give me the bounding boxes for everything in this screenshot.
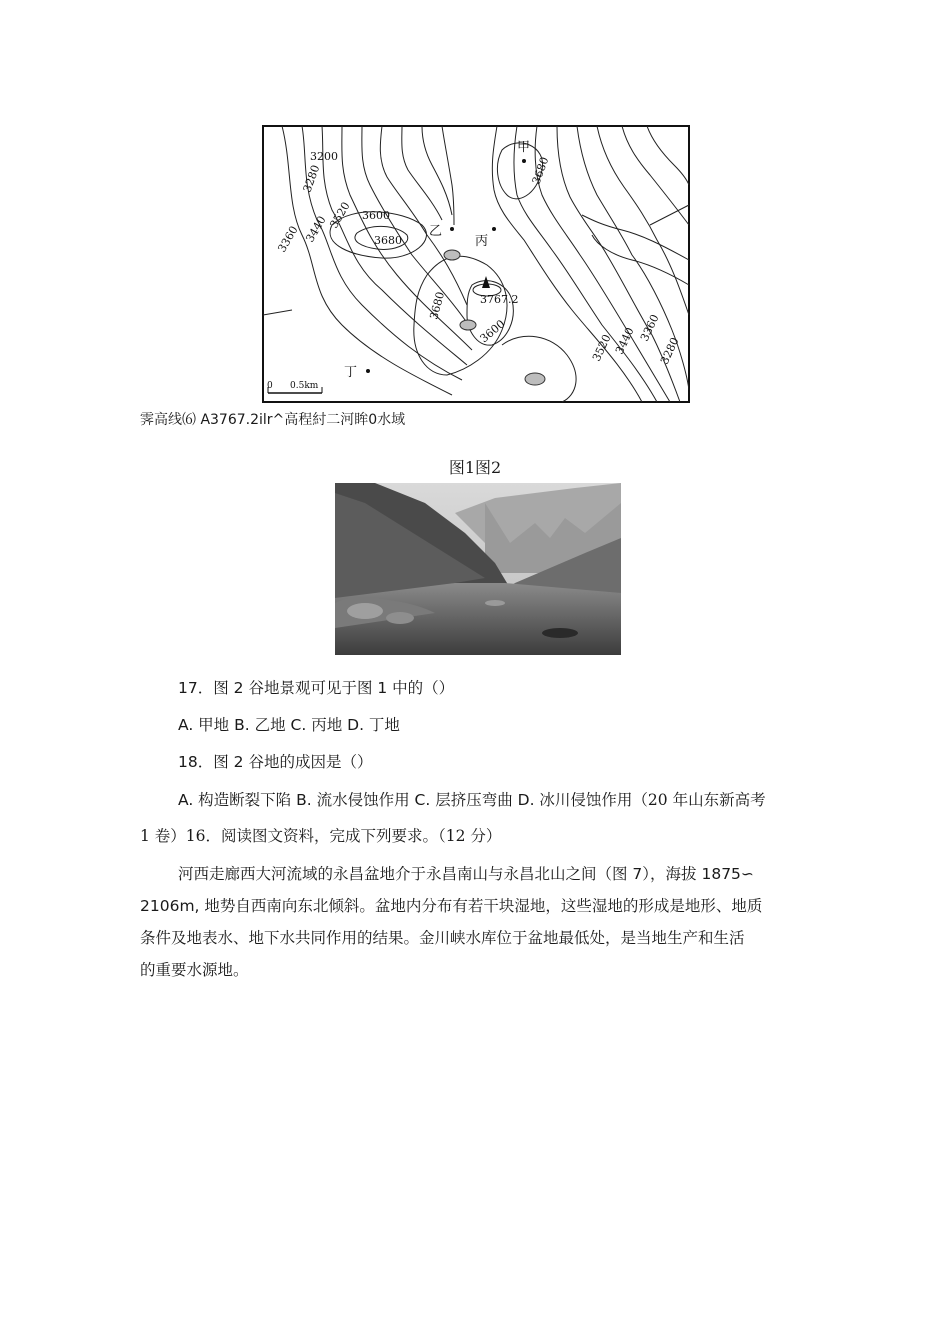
contour-label: 3360	[637, 312, 662, 344]
contour-map	[262, 125, 690, 403]
passage-line: 的重要水源地。	[140, 961, 249, 979]
place-marker-bing	[492, 227, 496, 231]
passage-line: 2106m, 地势自西南向东北倾斜。盆地内分布有若干块湿地，这些湿地的形成是地形、地质	[140, 897, 763, 915]
passage-line: 河西走廊西大河流域的永昌盆地介于永昌南山与永昌北山之间（图 7），海拔 1875∽	[178, 865, 754, 883]
question-18: 18．图 2 谷地的成因是（）	[178, 753, 373, 771]
contour-label: 3440	[612, 325, 637, 357]
question-18-options	[178, 788, 766, 810]
scale-zero: 0	[267, 381, 273, 391]
scale-bar	[266, 378, 328, 398]
scale-length: 0.5km	[290, 381, 319, 391]
place-marker-jia	[522, 159, 526, 163]
passage-line: 条件及地表水、地下水共同作用的结果。金川峡水库位于盆地最低处，是当地生产和生活	[140, 929, 745, 947]
question-17: 17．图 2 谷地景观可见于图 1 中的（）	[178, 679, 455, 697]
contour-label: 3680	[529, 155, 552, 187]
peak-elevation: 3767.2	[480, 293, 519, 306]
contour-label: 3680	[427, 290, 448, 321]
contour-label: 3600	[362, 209, 390, 222]
contour-label: 3680	[374, 234, 402, 247]
passage	[140, 858, 812, 986]
question-18-source: （20 年山东新高考	[632, 791, 766, 809]
contour-label: 3520	[589, 332, 614, 364]
place-marker-yi	[450, 227, 454, 231]
place-label-yi: 乙	[429, 224, 443, 239]
valley-photo	[335, 483, 621, 655]
question-16-heading	[140, 824, 501, 846]
contour-label: 3280	[300, 163, 323, 195]
contour-label: 3280	[657, 335, 682, 367]
place-label-bing: 丙	[475, 234, 489, 249]
place-marker-ding	[366, 369, 370, 373]
figure-caption: 图1图2	[448, 458, 502, 477]
contour-label: 3440	[303, 213, 329, 245]
place-label-jia: 甲	[517, 140, 531, 155]
map-legend-caption: 霁高线⑹ A3767.2ilr^高程紂二河眸0水域	[140, 412, 406, 428]
contour-label: 3520	[327, 199, 353, 231]
contour-label: 3360	[275, 223, 301, 255]
contour-label: 3600	[477, 317, 508, 346]
question-16-text: 1 卷）16．阅读图文资料，完成下列要求。（12 分）	[140, 827, 502, 845]
place-label-ding: 丁	[344, 365, 358, 380]
contour-label: 3200	[310, 150, 338, 163]
question-17-options: A. 甲地 B. 乙地 C. 丙地 D. 丁地	[178, 716, 400, 734]
question-18-option-text: A. 构造断裂下陷 B. 流水侵蚀作用 C. 层挤压弯曲 D. 冰川侵蚀作用	[178, 791, 633, 809]
